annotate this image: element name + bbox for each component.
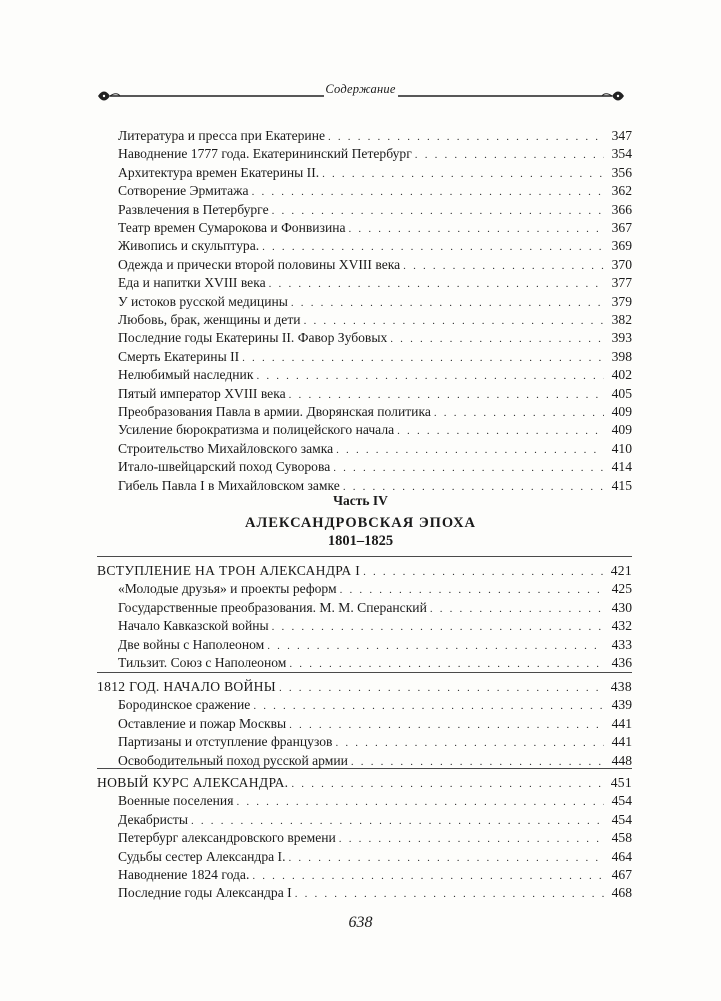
dot-leader xyxy=(242,350,604,368)
toc-entry xyxy=(118,182,632,200)
toc-entry-title: Военные поселения xyxy=(118,793,234,809)
toc-entry-page: 377 xyxy=(611,275,632,291)
toc-entry xyxy=(118,654,632,672)
toc-entry-page: 425 xyxy=(611,581,632,597)
toc-entry xyxy=(118,237,632,255)
toc-entry xyxy=(118,164,632,182)
toc-entry xyxy=(118,348,632,366)
toc-entry xyxy=(118,440,632,458)
toc-entry-page: 347 xyxy=(611,128,632,143)
toc-entry-page: 454 xyxy=(611,811,632,827)
toc-entry-page: 393 xyxy=(611,330,632,346)
toc-entry-title: «Молодые друзья» и проекты реформ xyxy=(118,581,337,597)
toc-entry-page: 451 xyxy=(610,775,632,790)
toc-entry-title: Последние годы Екатерины II. Фавор Зубовых xyxy=(118,330,388,346)
toc-entry-page: 354 xyxy=(611,146,632,162)
toc-entry-title: Декабристы xyxy=(118,811,188,827)
toc-entry-title: Начало Кавказской войны xyxy=(118,618,269,634)
toc-entry-title: Государственные преобразования. М. М. Сперанский xyxy=(118,599,427,615)
toc-section-heading xyxy=(97,562,632,580)
toc-entry xyxy=(118,636,632,654)
toc-entry-page: 430 xyxy=(611,599,632,615)
toc-entry xyxy=(118,696,632,714)
toc-section-heading xyxy=(97,678,632,696)
toc-entry xyxy=(118,752,632,770)
toc-entry-page: 433 xyxy=(611,636,632,652)
dot-leader xyxy=(191,813,604,831)
toc-section-heading xyxy=(97,774,632,792)
dot-leader xyxy=(434,405,604,423)
page-number: 638 xyxy=(348,914,373,931)
toc-entry-title: Судьбы сестер Александра I. xyxy=(118,848,286,864)
toc-entry-page: 439 xyxy=(611,697,632,713)
toc-entry xyxy=(118,366,632,384)
dot-leader xyxy=(289,717,604,735)
toc-entry xyxy=(118,599,632,617)
toc-entry xyxy=(118,884,632,902)
toc-entry-page: 369 xyxy=(611,238,632,254)
dot-leader xyxy=(279,680,604,698)
toc-entry-title: Развлечения в Петербурге xyxy=(118,201,269,217)
dot-leader xyxy=(272,619,604,637)
toc-entry-title: НОВЫЙ КУРС АЛЕКСАНДРА. xyxy=(97,775,289,790)
toc-entry xyxy=(118,256,632,274)
toc-entry xyxy=(118,829,632,847)
toc-entry xyxy=(118,201,632,219)
toc-entry xyxy=(118,866,632,884)
dot-leader xyxy=(269,276,604,294)
toc-entry xyxy=(118,811,632,829)
toc-entry-page: 362 xyxy=(611,183,632,199)
toc-entry-page: 467 xyxy=(611,867,632,882)
toc-entry-page: 441 xyxy=(611,715,632,731)
toc-entry-page: 438 xyxy=(610,679,632,694)
toc-entry xyxy=(118,403,632,421)
toc-entry-page: 410 xyxy=(611,440,632,456)
toc-entry-page: 409 xyxy=(611,422,632,438)
toc-entry-title: Смерть Екатерины II xyxy=(118,348,240,364)
dot-leader xyxy=(363,564,604,582)
dot-leader xyxy=(253,698,604,716)
section-divider xyxy=(97,672,632,673)
toc-entry-title: Наводнение 1777 года. Екатерининский Петербург xyxy=(118,146,412,162)
toc-entry-title: Архитектура времен Екатерины II. xyxy=(118,164,320,180)
toc-entry xyxy=(118,421,632,439)
toc-entry-title: Наводнение 1824 года. xyxy=(118,867,250,882)
toc-entry-title: Партизаны и отступление французов xyxy=(118,734,333,750)
toc-entry-title: Тильзит. Союз с Наполеоном xyxy=(118,655,287,670)
toc-entry-page: 448 xyxy=(611,752,632,768)
toc-entry-title: Литература и пресса при Екатерине xyxy=(118,128,325,143)
toc-entry xyxy=(118,733,632,751)
toc-entry xyxy=(118,715,632,733)
toc-entry-page: 367 xyxy=(611,220,632,235)
toc-entry-page: 464 xyxy=(611,848,632,864)
toc-entry-page: 409 xyxy=(611,404,632,419)
toc-entry-page: 382 xyxy=(611,312,632,327)
dot-leader xyxy=(252,184,604,202)
dot-leader xyxy=(430,601,604,619)
toc-entry xyxy=(118,580,632,598)
part-label: Часть IV xyxy=(333,493,388,508)
toc-entry-page: 379 xyxy=(611,293,632,309)
toc-entry-page: 441 xyxy=(611,734,632,750)
dot-leader xyxy=(335,735,604,753)
dot-leader xyxy=(390,331,604,349)
toc-entry-page: 421 xyxy=(610,563,632,578)
toc-entry-title: Гибель Павла I в Михайловском замке xyxy=(118,477,340,493)
toc-entry-page: 468 xyxy=(611,885,632,901)
toc-entry-page: 432 xyxy=(611,618,632,634)
toc-entry-page: 405 xyxy=(611,385,632,401)
toc-entry xyxy=(118,274,632,292)
toc-entry-title: У истоков русской медицины xyxy=(118,293,288,309)
toc-entry-page: 398 xyxy=(611,348,632,364)
toc-entry-title: Итало-швейцарский поход Суворова xyxy=(118,459,331,475)
dot-leader xyxy=(291,295,604,313)
toc-entry-title: Петербург александровского времени xyxy=(118,830,336,846)
toc-entry-title: Строительство Михайловского замка xyxy=(118,440,334,456)
dot-leader xyxy=(236,794,604,812)
toc-entry-title: 1812 ГОД. НАЧАЛО ВОЙНЫ xyxy=(97,679,276,694)
dot-leader xyxy=(349,221,604,239)
toc-entry-title: Бородинское сражение xyxy=(118,697,251,713)
toc-entry xyxy=(118,617,632,635)
dot-leader xyxy=(304,313,604,331)
toc-entry-page: 366 xyxy=(611,201,632,217)
toc-entry-title: Две войны с Наполеоном xyxy=(118,636,265,652)
toc-entry-page: 370 xyxy=(611,256,632,272)
dot-leader xyxy=(322,166,604,184)
header-title: Содержание xyxy=(325,82,396,96)
toc-entry xyxy=(118,311,632,329)
section-divider xyxy=(97,556,632,557)
toc-entry xyxy=(118,219,632,237)
toc-entry-title: Оставление и пожар Москвы xyxy=(118,715,287,731)
toc-entry-title: Нелюбимый наследник xyxy=(118,367,254,383)
toc-entry-page: 458 xyxy=(611,830,632,846)
part-title: АЛЕКСАНДРОВСКАЯ ЭПОХА xyxy=(244,515,477,531)
toc-entry xyxy=(118,848,632,866)
toc-entry xyxy=(118,458,632,476)
part-years: 1801–1825 xyxy=(327,533,394,549)
toc-entry-page: 454 xyxy=(611,793,632,809)
running-header xyxy=(0,82,721,106)
dot-leader xyxy=(415,147,604,165)
toc-entry-title: Еда и напитки XVIII века xyxy=(118,275,266,291)
toc-entry-page: 436 xyxy=(611,655,632,670)
toc-entry-page: 415 xyxy=(611,477,632,493)
dot-leader xyxy=(256,368,604,386)
toc-entry-title: Сотворение Эрмитажа xyxy=(118,183,249,199)
toc-entry xyxy=(118,792,632,810)
dot-leader xyxy=(295,886,604,904)
dot-leader xyxy=(333,460,604,478)
dot-leader xyxy=(267,638,604,656)
toc-entry-page: 356 xyxy=(611,164,632,180)
dot-leader xyxy=(403,258,604,276)
dot-leader xyxy=(272,203,604,221)
toc-entry xyxy=(118,477,632,495)
toc-entry xyxy=(118,385,632,403)
dot-leader xyxy=(328,129,604,147)
toc-entry xyxy=(118,329,632,347)
toc-entry-title: Театр времен Сумарокова и Фонвизина xyxy=(118,220,346,235)
dot-leader xyxy=(336,442,604,460)
toc-entry xyxy=(118,145,632,163)
toc-entry-title: Живопись и скульптура. xyxy=(118,238,260,254)
toc-entry-title: Одежда и прически второй половины XVIII века xyxy=(118,256,401,272)
toc-entry-title: ВСТУПЛЕНИЕ НА ТРОН АЛЕКСАНДРА I xyxy=(97,563,361,578)
toc-entry-title: Преобразования Павла в армии. Дворянская политика xyxy=(118,404,431,419)
toc-entry xyxy=(118,293,632,311)
toc-entry-title: Пятый император XVIII века xyxy=(118,385,286,401)
toc-entry xyxy=(118,127,632,145)
dot-leader xyxy=(339,831,604,849)
toc-entry-title: Усиление бюрократизма и полицейского начала xyxy=(118,422,395,438)
toc-entry-page: 414 xyxy=(611,459,632,475)
section-divider xyxy=(97,768,632,769)
dot-leader xyxy=(252,868,604,886)
dot-leader xyxy=(397,423,604,441)
dot-leader xyxy=(289,850,605,868)
dot-leader xyxy=(289,387,604,405)
toc-entry-title: Освободительный поход русской армии xyxy=(118,752,348,768)
dot-leader xyxy=(291,776,604,794)
dot-leader xyxy=(262,239,604,257)
toc-entry-page: 402 xyxy=(611,367,632,383)
dot-leader xyxy=(340,582,604,600)
toc-entry-title: Любовь, брак, женщины и дети xyxy=(118,312,301,327)
toc-entry-title: Последние годы Александра I xyxy=(118,885,292,901)
